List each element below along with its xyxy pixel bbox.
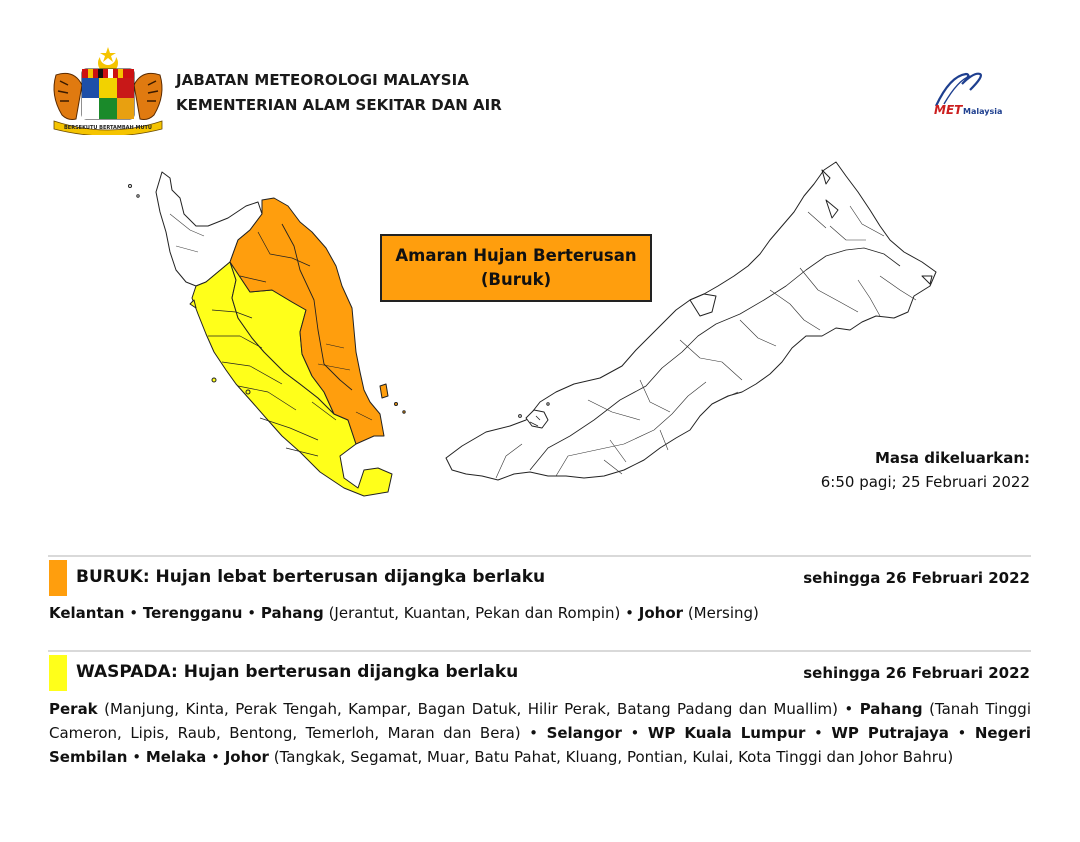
waspada-areas-list [49,697,1031,769]
coat-of-arms-icon [48,45,168,135]
area-state-name: Melaka [145,748,207,766]
warning-map [120,150,960,510]
area-state-name: Terengganu [142,604,243,622]
warning-title-box [380,234,652,302]
issued-time-value: 6:50 pagi; 25 Februari 2022 [820,473,1030,491]
buruk-valid-until: sehingga 26 Februari 2022 [803,569,1030,587]
org-name-line1: JABATAN METEOROLOGI MALAYSIA [176,71,470,89]
area-state-name: WP Kuala Lumpur [647,724,806,742]
section-divider-buruk [48,555,1031,557]
area-state-name: Negeri Sembilan [49,724,1032,766]
borneo-region [446,162,936,480]
area-state-name: Selangor [546,724,622,742]
area-state-name: Pahang [260,604,324,622]
org-name-line2: KEMENTERIAN ALAM SEKITAR DAN AIR [176,96,502,114]
area-separator: • [242,604,261,622]
buruk-section-title: BURUK: Hujan lebat berterusan dijangka berlaku [76,567,546,587]
met-logo-text-malaysia: Malaysia [963,107,1003,116]
area-district-detail: (Tanah Tinggi Cameron, Lipis, Raub, Bentong, Temerloh, Maran dan Bera) [49,700,1031,742]
area-separator: • [838,700,860,718]
area-separator: • [127,748,146,766]
area-separator: • [124,604,143,622]
met-malaysia-logo-icon [916,66,1030,122]
area-district-detail: (Jerantut, Kuantan, Pekan dan Rompin) [328,604,621,622]
warning-title-line2: (Buruk) [480,270,552,289]
area-state-name: Pahang [859,700,923,718]
waspada-color-swatch [49,655,67,691]
area-state-name: Johor [638,604,684,622]
area-district-detail: (Manjung, Kinta, Perak Tengah, Kampar, Bagan Datuk, Hilir Perak, Batang Padang dan Muallim) [104,700,839,718]
area-separator: • [948,724,975,742]
waspada-valid-until: sehingga 26 Februari 2022 [803,664,1030,682]
area-district-detail: (Tangkak, Segamat, Muar, Batu Pahat, Kluang, Pontian, Kulai, Kota Tinggi dan Johor Bahru) [273,748,954,766]
buruk-areas-list [49,601,1031,625]
buruk-color-swatch [49,560,67,596]
area-separator: • [520,724,547,742]
warning-title-line1: Amaran Hujan Berterusan [395,246,637,265]
area-separator: • [620,604,639,622]
met-logo-text-met: MET [934,103,963,117]
area-separator: • [206,748,225,766]
area-separator: • [621,724,648,742]
svg-text:BERSEKUTU BERTAMBAH MUTU: BERSEKUTU BERTAMBAH MUTU [64,125,152,131]
area-state-name: Perak [49,700,98,718]
area-district-detail: (Mersing) [687,604,759,622]
area-separator: • [805,724,832,742]
area-state-name: WP Putrajaya [831,724,949,742]
waspada-section-title: WASPADA: Hujan berterusan dijangka berlaku [76,662,519,682]
area-state-name: Johor [224,748,269,766]
issued-time-label: Masa dikeluarkan: [874,449,1030,467]
area-state-name: Kelantan [49,604,125,622]
section-divider-waspada [48,650,1031,652]
